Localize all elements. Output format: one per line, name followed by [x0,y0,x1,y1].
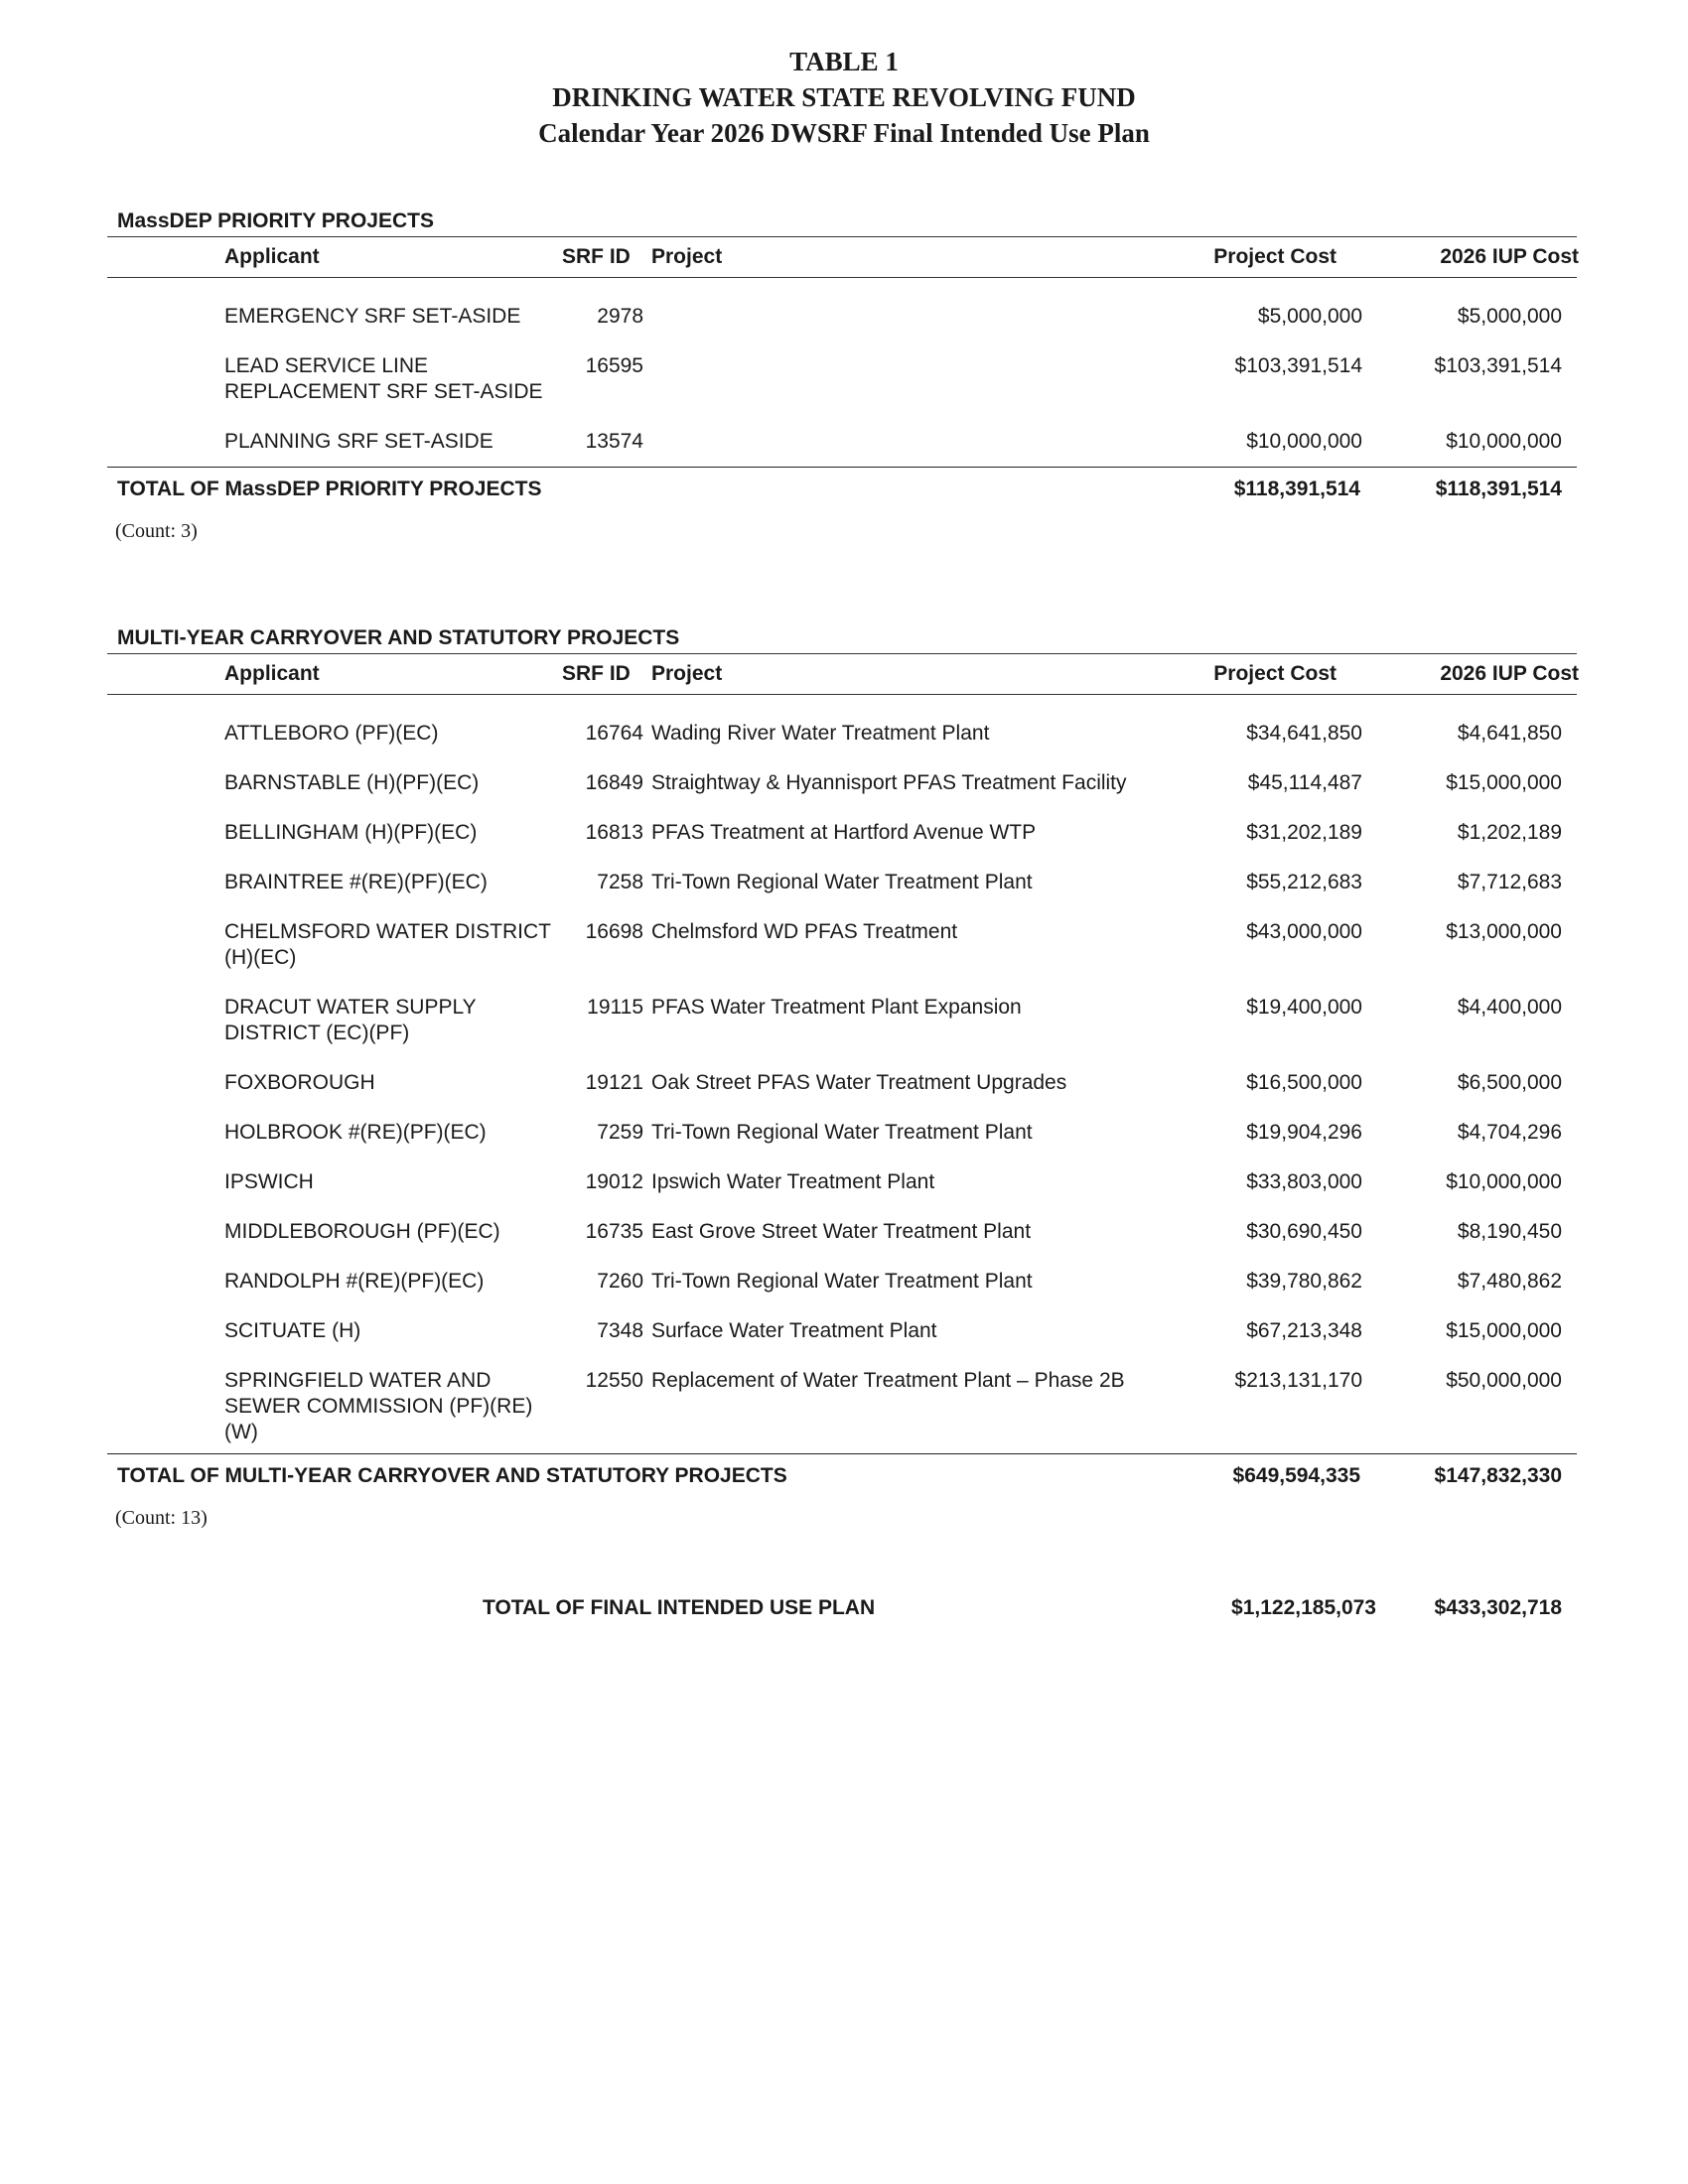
project-cost-cell: $45,114,487 [1247,771,1362,794]
section-heading: MULTI-YEAR CARRYOVER AND STATUTORY PROJECTS [117,626,680,649]
project-cost-cell: $5,000,000 [1257,305,1362,328]
total-iup-cost: $118,391,514 [1435,478,1562,500]
applicant-cell: LEAD SERVICE LINE REPLACEMENT SRF SET-ASIDE [224,354,543,403]
project-cell: Straightway & Hyannisport PFAS Treatment Facility [651,771,1127,794]
iup-cost-cell: $1,202,189 [1457,821,1562,844]
table-row [107,1318,1577,1368]
table-row [107,820,1577,870]
iup-cost-cell: $15,000,000 [1446,771,1562,794]
iup-cost-cell: $103,391,514 [1434,354,1562,377]
srf-id-cell: 12550 [585,1369,643,1392]
table-row [107,1269,1577,1318]
table-row [107,1070,1577,1120]
project-cell: Tri-Town Regional Water Treatment Plant [651,1270,1033,1293]
applicant-cell: CHELMSFORD WATER DISTRICT (H)(EC) [224,920,551,969]
applicant-cell: EMERGENCY SRF SET-ASIDE [224,305,521,328]
total-iup-cost: $147,832,330 [1434,1464,1562,1487]
row-count: (Count: 3) [115,520,198,542]
project-cost-cell: $19,400,000 [1246,996,1362,1019]
srf-id-cell: 16735 [585,1220,643,1243]
applicant-cell: BELLINGHAM (H)(PF)(EC) [224,821,478,844]
srf-id-cell: 13574 [585,430,643,453]
section-heading: MassDEP PRIORITY PROJECTS [117,209,434,232]
header-applicant: Applicant [224,662,320,685]
total-project-cost: $649,594,335 [1232,1464,1360,1487]
table-row [107,721,1577,770]
table-row [107,304,1577,353]
grand-total-iup-cost: $433,302,718 [1434,1596,1562,1619]
table-row [107,1120,1577,1169]
title-line-1: TABLE 1 [789,47,899,76]
srf-id-cell: 2978 [597,305,643,328]
iup-cost-cell: $4,704,296 [1457,1121,1562,1144]
table-header [107,236,1577,278]
srf-id-cell: 7348 [597,1319,643,1342]
section-total-row [107,1453,1577,1498]
carryover-projects-section [107,623,1577,1532]
srf-id-cell: 19121 [585,1071,643,1094]
srf-id-cell: 7260 [597,1270,643,1293]
title-line-2: DRINKING WATER STATE REVOLVING FUND [552,82,1136,112]
srf-id-cell: 7258 [597,871,643,893]
project-cost-cell: $213,131,170 [1234,1369,1362,1392]
project-cost-cell: $34,641,850 [1246,722,1362,745]
iup-cost-cell: $10,000,000 [1446,430,1562,453]
applicant-cell: ATTLEBORO (PF)(EC) [224,722,439,745]
document-title [0,44,1688,151]
iup-cost-cell: $7,712,683 [1457,871,1562,893]
srf-id-cell: 16764 [585,722,643,745]
table-body [107,695,1577,1453]
applicant-cell: FOXBOROUGH [224,1071,375,1094]
total-label: TOTAL OF MULTI-YEAR CARRYOVER AND STATUTORY PROJECTS [117,1464,787,1487]
project-cell: Surface Water Treatment Plant [651,1319,937,1342]
project-cost-cell: $67,213,348 [1246,1319,1362,1342]
header-project-cost: Project Cost [1213,245,1336,268]
iup-cost-cell: $5,000,000 [1457,305,1562,328]
iup-cost-cell: $13,000,000 [1446,920,1562,943]
header-project: Project [651,662,723,685]
table-row [107,1169,1577,1219]
header-iup-cost: 2026 IUP Cost [1440,662,1579,685]
row-count: (Count: 13) [115,1507,208,1529]
total-project-cost: $118,391,514 [1233,478,1360,500]
applicant-cell: BRAINTREE #(RE)(PF)(EC) [224,871,488,893]
table-row [107,1368,1577,1453]
project-cost-cell: $39,780,862 [1246,1270,1362,1293]
table-row [107,870,1577,919]
applicant-cell: MIDDLEBOROUGH (PF)(EC) [224,1220,500,1243]
table-row [107,1219,1577,1269]
project-cell: East Grove Street Water Treatment Plant [651,1220,1032,1243]
applicant-cell: HOLBROOK #(RE)(PF)(EC) [224,1121,487,1144]
header-applicant: Applicant [224,245,320,268]
project-cost-cell: $10,000,000 [1246,430,1362,453]
srf-id-cell: 19115 [587,996,643,1019]
iup-cost-cell: $4,400,000 [1457,996,1562,1019]
project-cell: PFAS Water Treatment Plant Expansion [651,996,1022,1019]
srf-id-cell: 16698 [585,920,643,943]
table-body [107,278,1577,467]
project-cell: Wading River Water Treatment Plant [651,722,990,745]
srf-id-cell: 16595 [585,354,643,377]
project-cost-cell: $103,391,514 [1234,354,1362,377]
project-cost-cell: $33,803,000 [1246,1170,1362,1193]
project-cell: PFAS Treatment at Hartford Avenue WTP [651,821,1037,844]
section-total-row [107,467,1577,511]
iup-cost-cell: $7,480,862 [1457,1270,1562,1293]
project-cost-cell: $31,202,189 [1246,821,1362,844]
header-srf-id: SRF ID [562,662,631,685]
title-line-3: Calendar Year 2026 DWSRF Final Intended Use Plan [538,118,1150,148]
applicant-cell: BARNSTABLE (H)(PF)(EC) [224,771,480,794]
applicant-cell: RANDOLPH #(RE)(PF)(EC) [224,1270,485,1293]
project-cell: Tri-Town Regional Water Treatment Plant [651,871,1033,893]
srf-id-cell: 19012 [585,1170,643,1193]
iup-cost-cell: $4,641,850 [1457,722,1562,745]
iup-cost-cell: $50,000,000 [1446,1369,1562,1392]
iup-cost-cell: $8,190,450 [1457,1220,1562,1243]
project-cost-cell: $16,500,000 [1246,1071,1362,1094]
project-cell: Ipswich Water Treatment Plant [651,1170,935,1193]
header-srf-id: SRF ID [562,245,631,268]
project-cell: Chelmsford WD PFAS Treatment [651,920,958,943]
applicant-cell: DRACUT WATER SUPPLY DISTRICT (EC)(PF) [224,996,477,1044]
table-row [107,995,1577,1070]
grand-total-label: TOTAL OF FINAL INTENDED USE PLAN [483,1596,876,1619]
applicant-cell: SPRINGFIELD WATER AND SEWER COMMISSION (PF)(RE)(W) [224,1369,533,1443]
table-row [107,429,1577,467]
table-row [107,770,1577,820]
srf-id-cell: 16813 [585,821,643,844]
table-row [107,353,1577,429]
project-cell: Oak Street PFAS Water Treatment Upgrades [651,1071,1067,1094]
priority-projects-section [107,206,1577,545]
applicant-cell: SCITUATE (H) [224,1319,361,1342]
project-cost-cell: $43,000,000 [1246,920,1362,943]
header-iup-cost: 2026 IUP Cost [1440,245,1579,268]
project-cost-cell: $55,212,683 [1246,871,1362,893]
project-cell: Tri-Town Regional Water Treatment Plant [651,1121,1033,1144]
applicant-cell: IPSWICH [224,1170,314,1193]
project-cost-cell: $30,690,450 [1246,1220,1362,1243]
table-header [107,653,1577,695]
table-row [107,919,1577,995]
project-cost-cell: $19,904,296 [1246,1121,1362,1144]
srf-id-cell: 7259 [597,1121,643,1144]
iup-cost-cell: $15,000,000 [1446,1319,1562,1342]
header-project-cost: Project Cost [1213,662,1336,685]
srf-id-cell: 16849 [585,771,643,794]
grand-total-project-cost: $1,122,185,073 [1231,1596,1376,1619]
iup-cost-cell: $10,000,000 [1446,1170,1562,1193]
applicant-cell: PLANNING SRF SET-ASIDE [224,430,493,453]
grand-total-row [107,1588,1577,1628]
iup-cost-cell: $6,500,000 [1457,1071,1562,1094]
total-label: TOTAL OF MassDEP PRIORITY PROJECTS [117,478,542,500]
header-project: Project [651,245,723,268]
project-cell: Replacement of Water Treatment Plant – Phase 2B [651,1369,1125,1392]
